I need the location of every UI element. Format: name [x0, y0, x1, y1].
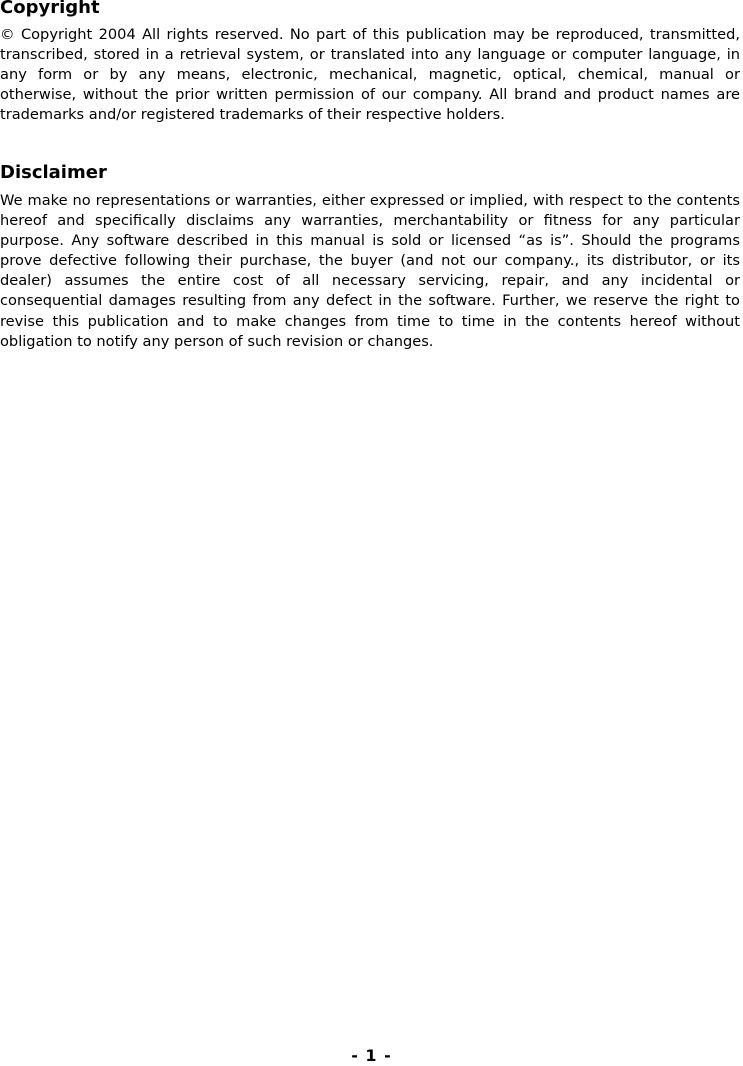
- page-number: - 1 -: [351, 1046, 392, 1065]
- copyright-paragraph: © Copyright 2004 All rights reserved. No part of this publication may be reproduced, transmitted, transcribed, stored in a retrieval system, or translated into any language or computer language, in any form or by any means, electronic, mechanical, magnetic, optical, chemical, manual or otherwise, without the prior written permission of our company. All brand and product names are trademarks and/or registered trademarks of their respective holders.: [0, 26, 740, 124]
- disclaimer-paragraph: We make no representations or warranties, either expressed or implied, with respect to the contents hereof and specifically disclaims any warranties, merchantability or fitness for any particular purpose. Any software described in this manual is sold or licensed “as is”. Should the programs prove defective following their purchase, the buyer (and not our company., its distributor, or its dealer) assumes the entire cost of all necessary servicing, repair, and any incidental or consequential damages resulting from any defect in the software. Further, we reserve the right to revise this publication and to make changes from time to time in the contents hereof without obligation to notify any person of such revision or changes.: [0, 192, 740, 350]
- copyright-heading: Copyright: [0, 0, 100, 18]
- disclaimer-heading: Disclaimer: [0, 162, 107, 183]
